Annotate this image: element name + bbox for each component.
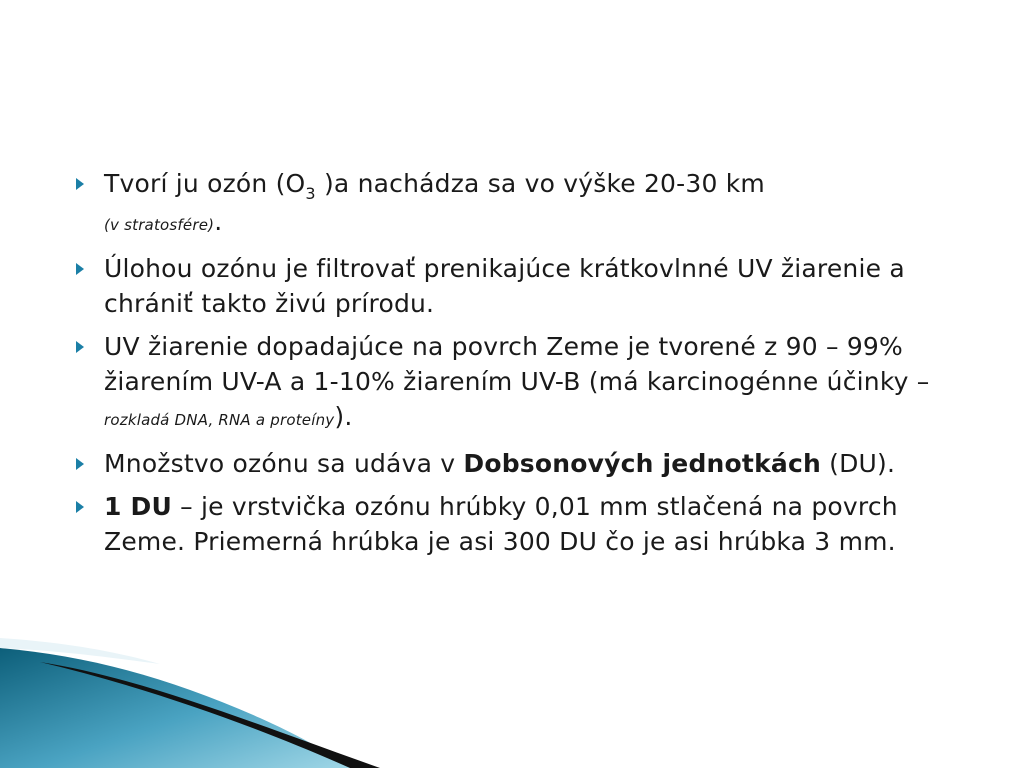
bullet-end: ). (334, 402, 353, 431)
bullet-item-dobson-units (72, 446, 972, 481)
bullet-end: . (214, 207, 223, 236)
bullet-bold: Dobsonových jednotkách (463, 449, 821, 478)
bullet-text: Množstvo ozónu sa udáva v (104, 449, 464, 478)
bullet-item-du-definition (72, 489, 972, 559)
footer-wave-decoration (0, 638, 380, 768)
triangle-right-icon (76, 458, 84, 470)
triangle-right-icon (76, 178, 84, 190)
subscript: 3 (305, 184, 316, 203)
bullet-bold: 1 DU (104, 492, 172, 521)
bullet-note: rozkladá DNA, RNA a proteíny (104, 411, 335, 429)
triangle-right-icon (76, 501, 84, 513)
wave-blue-shape (0, 648, 350, 768)
bullet-text: – je vrstvička ozónu hrúbky 0,01 mm stlačená na povrch Zeme. Priemerná hrúbka je asi 300 DU čo je asi hrúbka 3 mm. (104, 492, 898, 556)
bullet-text: UV žiarenie dopadajúce na povrch Zeme je tvorené z 90 – 99% žiarením UV-A a 1-10% žiarením UV-B (má karcinogénne účinky – (104, 332, 930, 396)
bullet-item-uv-composition (72, 329, 972, 438)
bullet-text: Úlohou ozónu je filtrovať prenikajúce krátkovlnné UV žiarenie a chrániť takto živú prírodu. (104, 254, 905, 318)
bullet-note: (v stratosfére) (104, 216, 215, 234)
bullet-list (72, 166, 972, 567)
triangle-right-icon (76, 263, 84, 275)
bullet-end: (DU). (821, 449, 896, 478)
triangle-right-icon (76, 341, 84, 353)
bullet-text: Tvorí ju ozón (O (104, 169, 306, 198)
bullet-text: )a nachádza sa vo výške 20-30 km (315, 169, 765, 198)
bullet-item-ozone-role (72, 251, 972, 321)
bullet-item-ozone-location (72, 166, 972, 243)
